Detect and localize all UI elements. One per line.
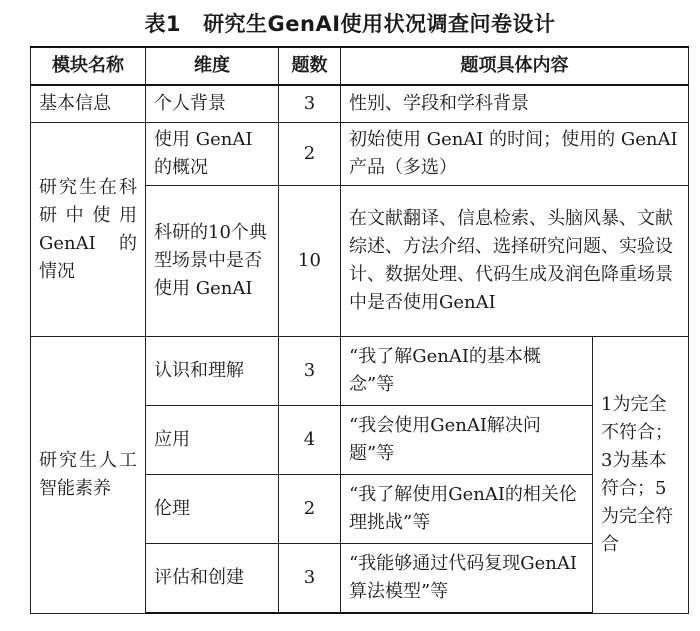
table-row <box>31 85 689 123</box>
dimension-cell: 应用 <box>146 406 279 475</box>
content-cell: 在文献翻译、信息检索、头脑风暴、文献综述、方法介绍、选择研究问题、实验设计、数据处理、代码生成及润色降重场景中是否使用GenAI <box>341 186 689 337</box>
scale-cell: 1为完全不符合；3为基本符合；5为完全符合 <box>593 337 689 614</box>
count-cell: 4 <box>279 406 341 475</box>
header-module: 模块名称 <box>31 47 146 85</box>
table-title: 研究生GenAI使用状况调查问卷设计 <box>203 12 556 36</box>
dimension-cell: 认识和理解 <box>146 337 279 406</box>
content-cell: “我会使用GenAI解决问题”等 <box>341 406 593 475</box>
content-cell: 初始使用 GenAI 的时间；使用的 GenAI 产品（多选） <box>341 123 689 186</box>
header-row <box>31 47 689 85</box>
header-content: 题项具体内容 <box>341 47 689 85</box>
module-cell: 研究生在科研中使用 GenAI 的情况 <box>31 123 146 337</box>
count-cell: 3 <box>279 544 341 614</box>
dimension-cell: 个人背景 <box>146 85 279 123</box>
header-dimension: 维度 <box>146 47 279 85</box>
header-count: 题数 <box>279 47 341 85</box>
table-row <box>31 123 689 186</box>
table-number: 表1 <box>144 12 182 36</box>
content-cell: “我能够通过代码复现GenAI算法模型”等 <box>341 544 593 614</box>
count-cell: 3 <box>279 337 341 406</box>
content-cell: “我了解使用GenAI的相关伦理挑战”等 <box>341 475 593 544</box>
dimension-cell: 评估和创建 <box>146 544 279 614</box>
module-cell: 研究生人工智能素养 <box>31 337 146 614</box>
table-row <box>31 337 689 406</box>
count-cell: 10 <box>279 186 341 337</box>
count-cell: 3 <box>279 85 341 123</box>
dimension-cell: 科研的10个典型场景中是否使用 GenAI <box>146 186 279 337</box>
dimension-cell: 伦理 <box>146 475 279 544</box>
content-cell: 性别、学段和学科背景 <box>341 85 689 123</box>
content-cell: “我了解GenAI的基本概念”等 <box>341 337 593 406</box>
count-cell: 2 <box>279 123 341 186</box>
dimension-cell: 使用 GenAI 的概况 <box>146 123 279 186</box>
module-cell: 基本信息 <box>31 85 146 123</box>
survey-design-table <box>30 46 689 614</box>
count-cell: 2 <box>279 475 341 544</box>
table-caption <box>0 0 700 46</box>
